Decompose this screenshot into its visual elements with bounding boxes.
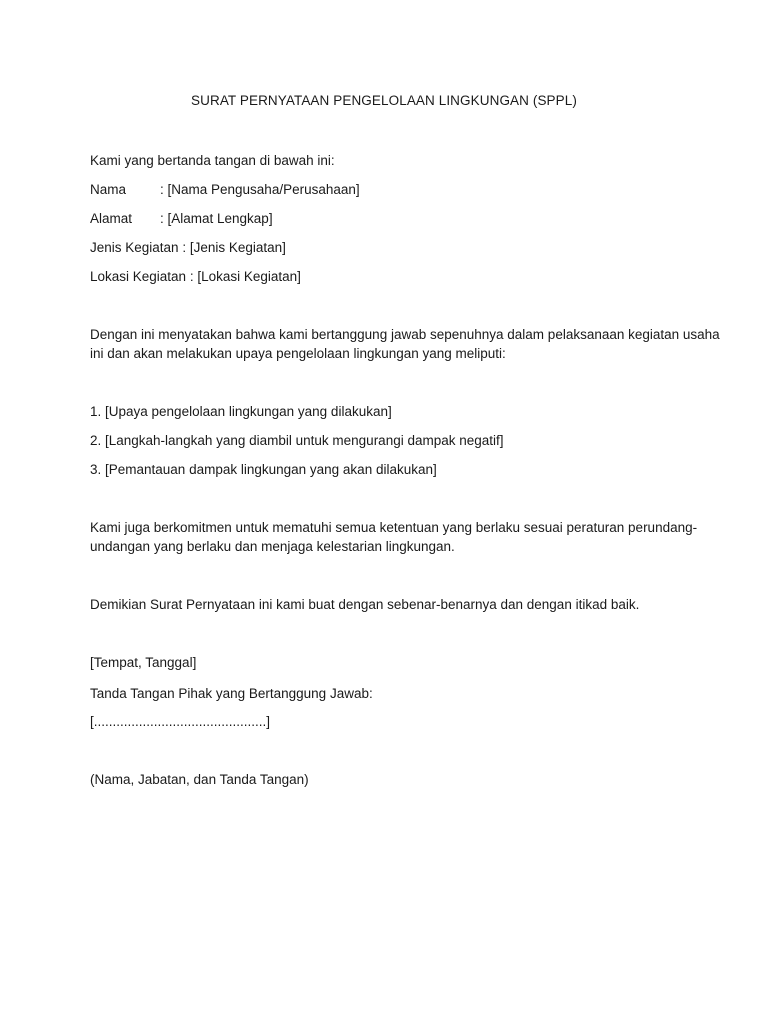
commitment-line-1: Kami juga berkomitmen untuk mematuhi semua ketentuan yang berlaku sesuai peraturan perundang-	[90, 520, 698, 535]
list-item: 2. [Langkah-langkah yang diambil untuk mengurangi dampak negatif]	[90, 433, 504, 448]
field-nama-label: Nama	[90, 182, 127, 197]
document-title: SURAT PERNYATAAN PENGELOLAAN LINGKUNGAN (SPPL)	[191, 93, 577, 108]
list-item: 3. [Pemantauan dampak lingkungan yang akan dilakukan]	[90, 462, 437, 477]
statement-line-2: ini dan akan melakukan upaya pengelolaan lingkungan yang meliputi:	[90, 346, 506, 361]
field-lokasi-value: : [Lokasi Kegiatan]	[186, 269, 301, 284]
list-item: 1. [Upaya pengelolaan lingkungan yang dilakukan]	[90, 404, 392, 419]
signature-note: (Nama, Jabatan, dan Tanda Tangan)	[90, 772, 309, 787]
statement-line-1: Dengan ini menyatakan bahwa kami bertanggung jawab sepenuhnya dalam pelaksanaan kegiatan usaha	[90, 327, 720, 342]
field-lokasi-kegiatan	[90, 268, 301, 286]
field-jenis-label: Jenis Kegiatan	[90, 240, 179, 255]
field-jenis-kegiatan	[90, 239, 286, 257]
closing-text: Demikian Surat Pernyataan ini kami buat dengan sebenar-benarnya dan dengan itikad baik.	[90, 597, 640, 612]
signature-label: Tanda Tangan Pihak yang Bertanggung Jawab:	[90, 686, 373, 701]
signature-line: [..............................................]	[90, 714, 271, 729]
field-nama-value: : [Nama Pengusaha/Perusahaan]	[160, 182, 360, 197]
intro-text: Kami yang bertanda tangan di bawah ini:	[90, 153, 335, 168]
field-alamat	[90, 210, 273, 228]
field-jenis-value: : [Jenis Kegiatan]	[178, 240, 286, 255]
field-lokasi-label: Lokasi Kegiatan	[90, 269, 187, 284]
commitment-line-2: undangan yang berlaku dan menjaga kelestarian lingkungan.	[90, 539, 455, 554]
field-nama	[90, 181, 360, 199]
field-alamat-label: Alamat	[90, 211, 133, 226]
place-date: [Tempat, Tanggal]	[90, 655, 197, 670]
field-alamat-value: : [Alamat Lengkap]	[160, 211, 273, 226]
